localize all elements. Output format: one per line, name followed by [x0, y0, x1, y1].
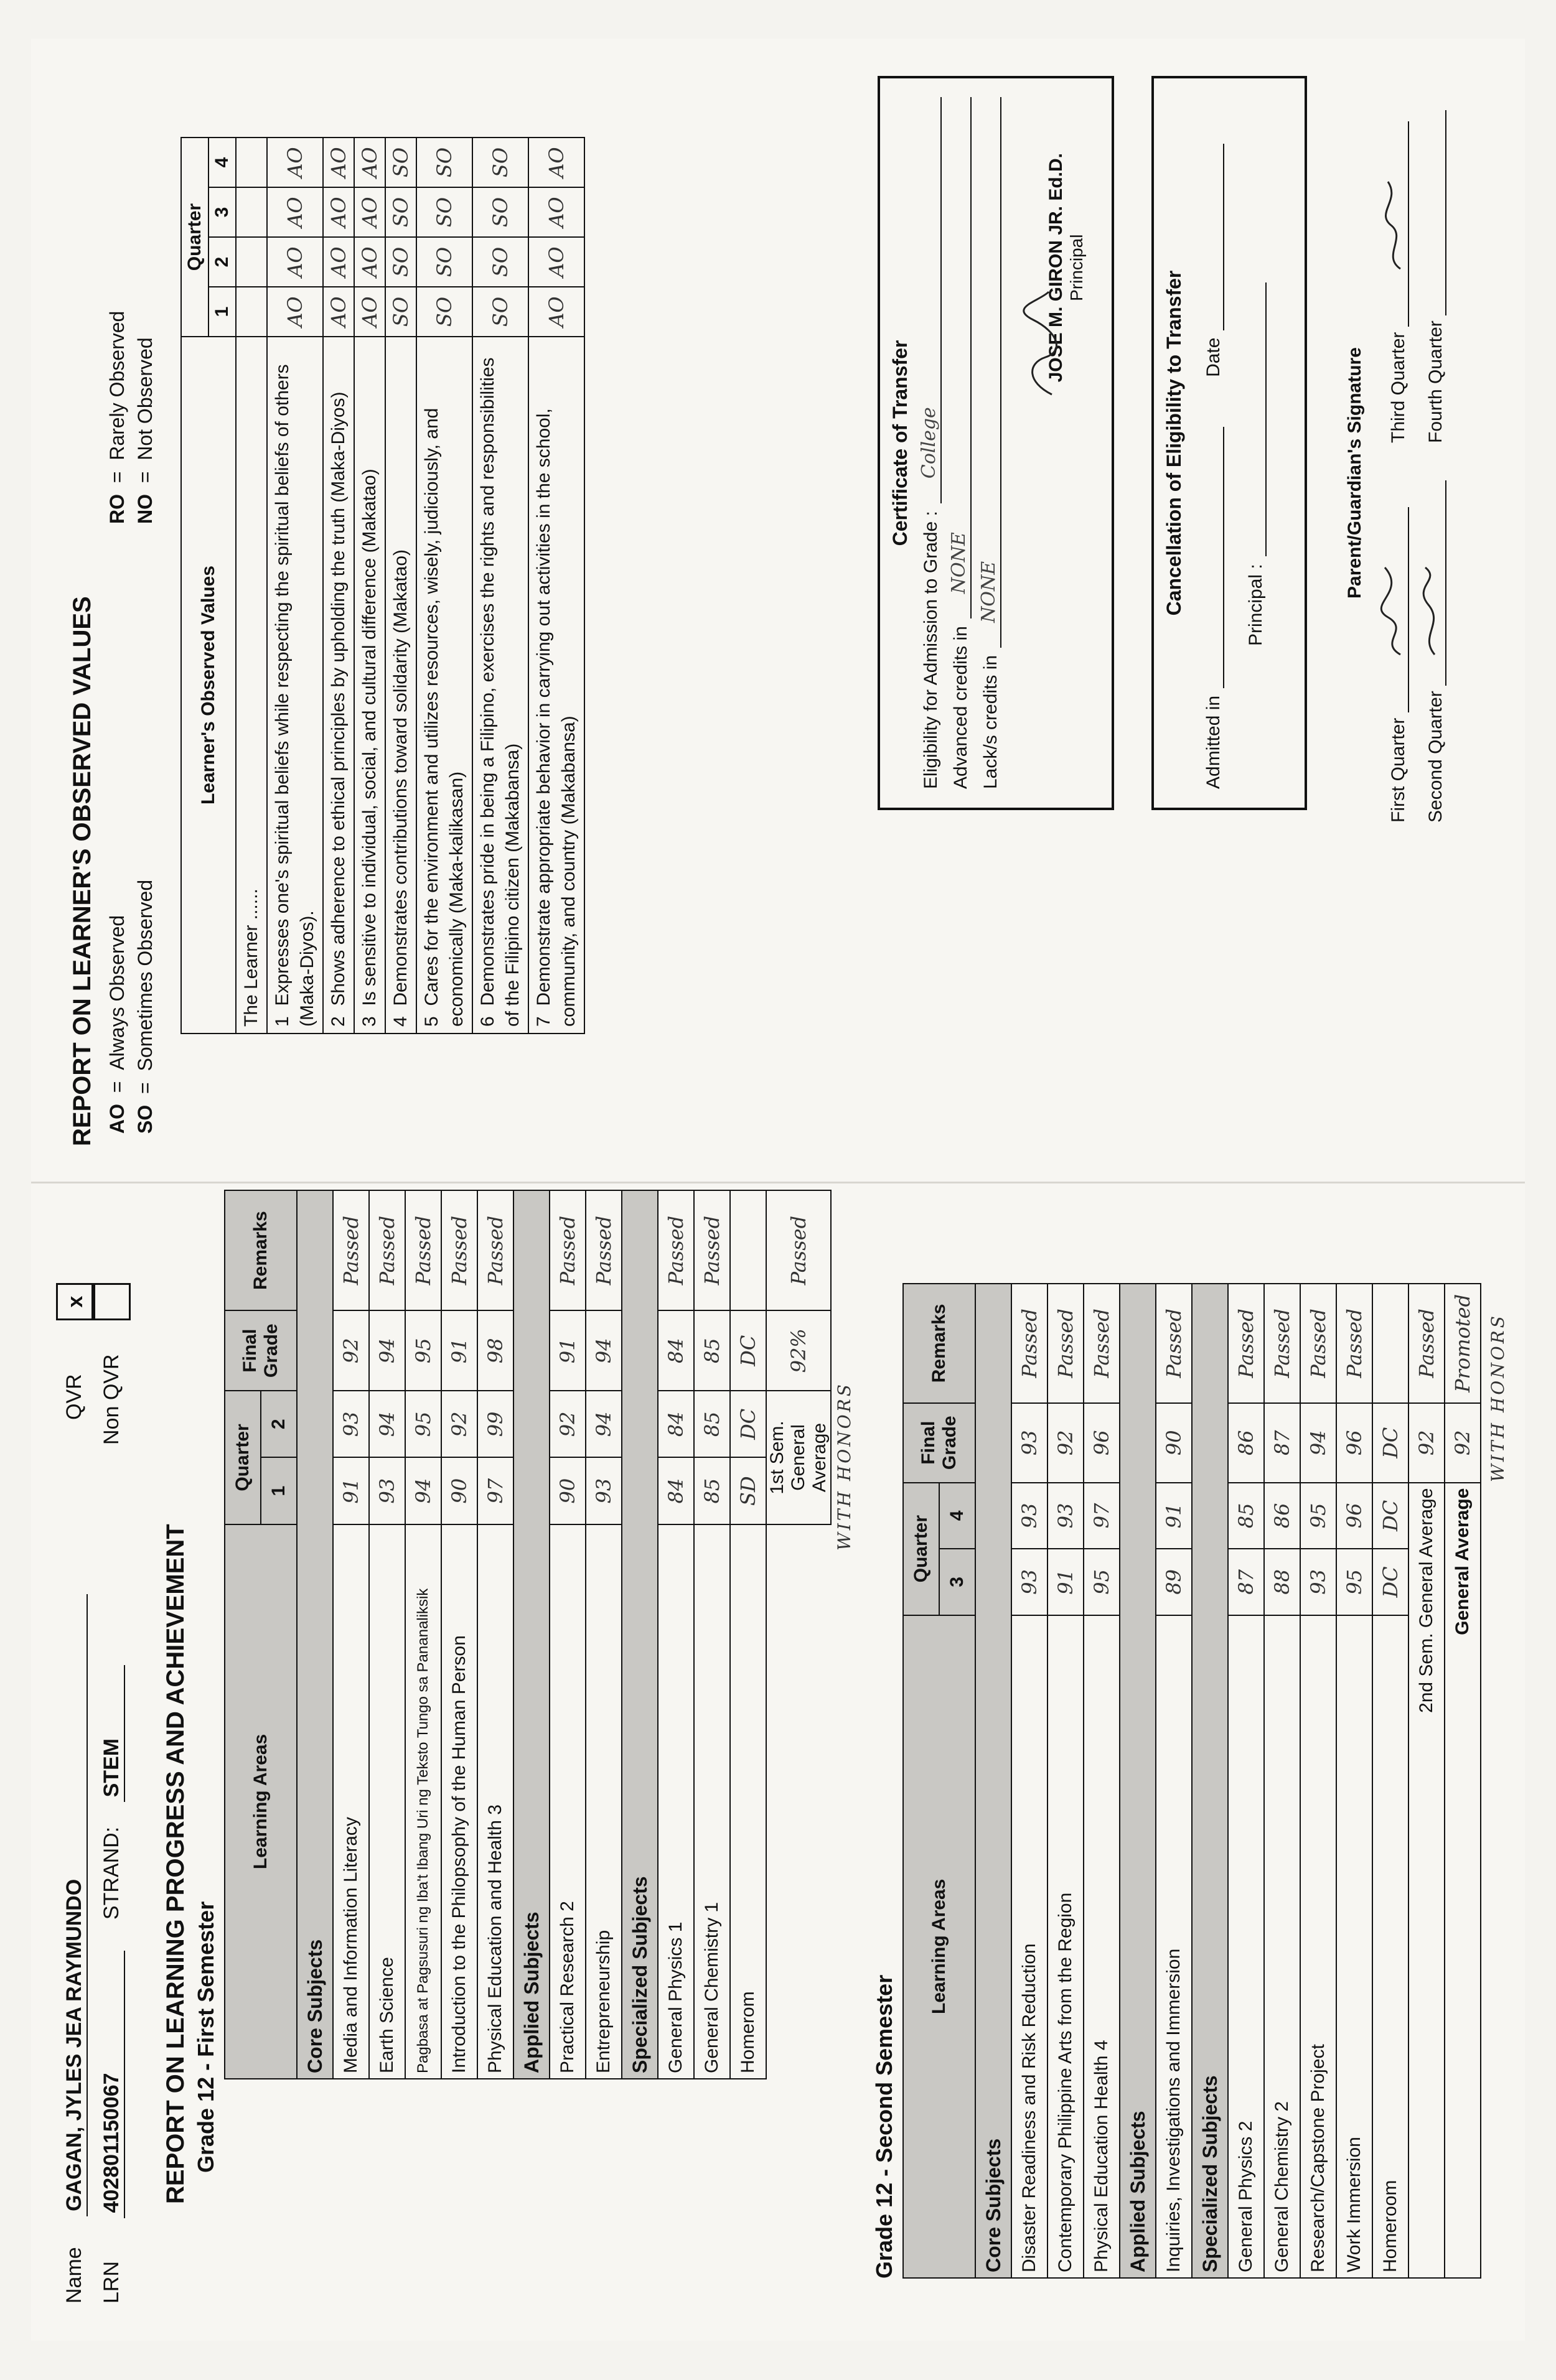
- name-label: Name: [62, 2247, 86, 2303]
- lrn-label: LRN: [100, 2261, 123, 2303]
- general-avg-label: General Average: [1445, 1483, 1481, 2278]
- col-q3: 3: [939, 1549, 975, 1615]
- table-row: General Chemistry 2 88 86 87 Passed: [1264, 1284, 1300, 2278]
- qvr-checkbox[interactable]: x: [56, 1283, 93, 1320]
- values-row: 1 Expresses one's spiritual beliefs while respecting the spiritual beliefs of others (Maka-Diyos). AO AO AO AO: [267, 138, 323, 1034]
- non-qvr-label: Non QVR: [100, 1354, 123, 1445]
- eligibility-value: College: [918, 97, 942, 503]
- first-sem-table: [224, 1190, 832, 2079]
- col-q4: 4: [939, 1483, 975, 1549]
- third-quarter-sig: Third Quarter: [1388, 121, 1409, 443]
- values-row: 5 Cares for the environment and utilizes resources, wisely, judiciously, and economically (Maka-kalikasan) SO SO SO SO: [416, 138, 472, 1034]
- table-row: Media and Information Literacy 91 93 92 Passed: [333, 1190, 369, 2079]
- values-row: 7 Demonstrate appropriate behavior in carrying out activities in the school, community, and country (Makabansa) AO AO AO AO: [528, 138, 584, 1034]
- col-final-grade: Final Grade: [225, 1310, 297, 1391]
- table-row: Earth Science 93 94 94 Passed: [369, 1190, 405, 2079]
- parent-signature-mark-3: [1376, 175, 1413, 275]
- cancel-principal-row: Principal :: [1243, 97, 1267, 646]
- second-sem-avg-remarks: Passed: [1408, 1284, 1445, 1403]
- table-row: General Physics 1 84 84 84 Passed: [658, 1190, 694, 2079]
- second-quarter-sig: Second Quarter: [1425, 480, 1446, 823]
- second-sem-avg-label: 2nd Sem. General Average: [1408, 1483, 1445, 2278]
- progress-title: REPORT ON LEARNING PROGRESS AND ACHIEVEMENT: [162, 1524, 189, 2204]
- values-row: 3 Is sensitive to individual, social, and cultural difference (Makatao) AO AO AO AO: [354, 138, 385, 1034]
- col-q1: 1: [261, 1457, 297, 1524]
- first-sem-avg-label: 1st Sem. General Average: [766, 1391, 831, 1524]
- table-row: Inquiries, Investigations and Immersion 89 91 90 Passed: [1156, 1284, 1192, 2278]
- general-avg-value: 92: [1445, 1403, 1481, 1483]
- col-learning-areas: Learning Areas: [903, 1615, 975, 2278]
- table-row: Research/Capstone Project 93 95 94 Passed: [1300, 1284, 1336, 2278]
- legend-ro: RO = Rarely Observed: [106, 310, 128, 524]
- fold-line: [31, 1182, 1525, 1183]
- values-quarter-header: Quarter: [181, 138, 209, 337]
- values-q4: 4: [209, 138, 236, 187]
- parent-signature-mark-2: [1413, 561, 1450, 661]
- values-row: 2 Shows adherence to ethical principles by upholding the truth (Maka-Diyos) AO AO AO AO: [323, 138, 354, 1034]
- left-page: [56, 1196, 1508, 2316]
- strand-value: STEM: [100, 1665, 125, 1802]
- principal-name: JOSE M. GIRON JR. Ed.D.: [1046, 153, 1066, 383]
- second-sem-avg-value: 92: [1408, 1403, 1445, 1483]
- non-qvr-checkbox[interactable]: [93, 1283, 131, 1320]
- name-row: [62, 1594, 88, 2303]
- values-q1: 1: [209, 287, 236, 337]
- first-sem-avg-remarks: Passed: [766, 1190, 831, 1310]
- lrn-row: [100, 1665, 125, 2303]
- lacks-value: NONE: [978, 97, 1001, 648]
- advanced-row: Advanced credits in NONE: [948, 97, 972, 789]
- col-q2: 2: [261, 1391, 297, 1457]
- qvr-label: QVR: [62, 1374, 86, 1420]
- table-row: Introduction to the Philopsophy of the Human Person 90 92 91 Passed: [441, 1190, 477, 2079]
- category-specialized: Specialized Subjects: [622, 1190, 658, 2079]
- parent-signature-mark: [1376, 561, 1413, 661]
- legend-so: SO = Sometimes Observed: [134, 879, 156, 1134]
- first-sem-honors-note: WITH HONORS: [834, 1382, 855, 1551]
- values-row: 4 Demonstrates contributions toward solidarity (Makatao) SO SO SO SO: [385, 138, 416, 1034]
- advanced-value: NONE: [948, 97, 972, 618]
- first-quarter-sig: First Quarter: [1388, 507, 1409, 823]
- second-sem-table: [902, 1283, 1481, 2279]
- student-name: GAGAN, JYLES JEA RAYMUNDO: [62, 1594, 88, 2216]
- table-row: Pagbasa at Pagsusuri ng Iba't Ibang Uri ng Teksto Tungo sa Pananaliksik 94 95 95 Passed: [405, 1190, 441, 2079]
- col-final-grade: Final Grade: [903, 1403, 975, 1483]
- values-q3: 3: [209, 187, 236, 237]
- legend-no: NO = Not Observed: [134, 337, 156, 524]
- first-sem-avg-value: 92%: [766, 1310, 831, 1391]
- table-row: Practical Research 2 90 92 91 Passed: [550, 1190, 586, 2079]
- category-applied: Applied Subjects: [513, 1190, 550, 2079]
- table-row: Physical Education Health 4 95 97 96 Passed: [1084, 1284, 1120, 2278]
- lrn-value: 402801150067: [100, 1951, 125, 2218]
- col-quarter: Quarter: [225, 1391, 261, 1524]
- certificate-of-transfer: [878, 76, 1114, 810]
- table-row: General Chemistry 1 85 85 85 Passed: [694, 1190, 730, 2079]
- col-remarks: Remarks: [225, 1190, 297, 1310]
- col-remarks: Remarks: [903, 1284, 975, 1403]
- table-row: General Physics 2 87 85 86 Passed: [1228, 1284, 1264, 2278]
- values-header: Learner's Observed Values: [181, 337, 236, 1034]
- eligibility-row: Eligibility for Admission to Grade : College: [918, 97, 942, 789]
- category-core: Core Subjects: [975, 1284, 1011, 2278]
- cancellation-title: Cancellation of Eligibility to Transfer: [1163, 270, 1185, 616]
- second-sem-title: Grade 12 - Second Semester: [871, 1974, 897, 2279]
- principal-block: [1046, 153, 1087, 382]
- values-intro: The Learner ......: [236, 337, 267, 1034]
- certificate-title: Certificate of Transfer: [889, 340, 911, 546]
- lacks-row: Lack/s credits in NONE: [978, 97, 1001, 789]
- table-row: Disaster Readiness and Risk Reduction 93 93 93 Passed: [1011, 1284, 1047, 2278]
- values-title: REPORT ON LEARNER'S OBSERVED VALUES: [68, 596, 96, 1146]
- table-row: Entrepreneurship 93 94 94 Passed: [586, 1190, 622, 2079]
- right-page: [56, 63, 1500, 1159]
- category-applied: Applied Subjects: [1120, 1284, 1156, 2278]
- table-row: Homeroom DC DC DC: [1372, 1284, 1408, 2278]
- cancellation-box: [1151, 76, 1307, 810]
- table-row: Work Immersion 95 96 96 Passed: [1336, 1284, 1372, 2278]
- col-quarter: Quarter: [903, 1483, 939, 1615]
- principal-signature: [1021, 282, 1064, 407]
- observed-values-table: [180, 137, 585, 1034]
- parent-signature-title: Parent/Guardian's Signature: [1344, 347, 1365, 599]
- category-core: Core Subjects: [297, 1190, 333, 2079]
- table-row: Homerom SD DC DC: [730, 1190, 766, 2079]
- legend-ao: AO = Always Observed: [106, 915, 128, 1134]
- table-row: Physical Education and Health 3 97 99 98 Passed: [477, 1190, 513, 2079]
- strand-label: STRAND:: [100, 1826, 123, 1920]
- values-row: 6 Demonstrates pride in being a Filipino, exercises the rights and responsibilities of the Filipino citizen (Makabansa) SO SO SO SO: [472, 138, 528, 1034]
- col-learning-areas: Learning Areas: [225, 1524, 297, 2079]
- admitted-row: Admitted in Date: [1201, 97, 1224, 789]
- principal-title: Principal: [1067, 234, 1086, 301]
- first-sem-title: Grade 12 - First Semester: [193, 1901, 218, 2173]
- category-specialized: Specialized Subjects: [1192, 1284, 1228, 2278]
- values-q2: 2: [209, 237, 236, 287]
- general-avg-remarks: Promoted: [1445, 1284, 1481, 1403]
- second-sem-honors-note: WITH HONORS: [1488, 1314, 1508, 1482]
- report-card: [31, 39, 1525, 2341]
- fourth-quarter-sig: Fourth Quarter: [1425, 110, 1446, 443]
- table-row: Contemporary Philippine Arts from the Region 91 93 92 Passed: [1047, 1284, 1084, 2278]
